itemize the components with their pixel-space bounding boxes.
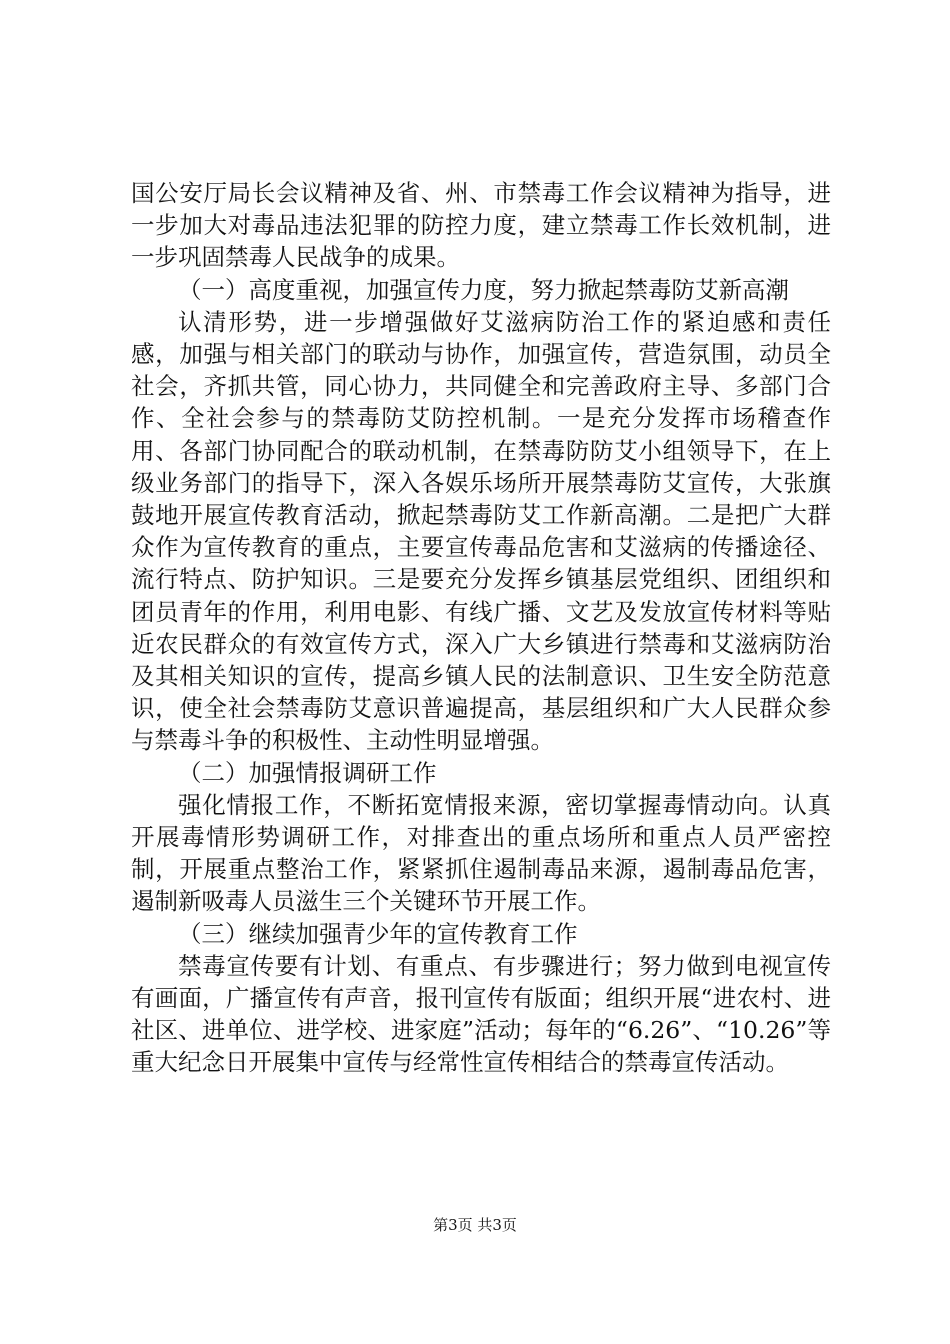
paragraph-continuation: 国公安厅局长会议精神及省、州、市禁毒工作会议精神为指导，进一步加大对毒品违法犯罪的防控力度，建立禁毒工作长效机制，进一步巩固禁毒人民战争的成果。	[131, 179, 831, 272]
document-body	[131, 177, 831, 1079]
paragraph-section-1: 认清形势，进一步增强做好艾滋病防治工作的紧迫感和责任感，加强与相关部门的联动与协作，加强宣传，营造氛围，动员全社会，齐抓共管，同心协力，共同健全和完善政府主导、多部门合作、全社会参与的禁毒防艾防控机制。一是充分发挥市场稽查作用、各部门协同配合的联动机制，在禁毒防防艾小组领导下，在上级业务部门的指导下，深入各娱乐场所开展禁毒防艾宣传，大张旗鼓地开展宣传教育活动，掀起禁毒防艾工作新高潮。二是把广大群众作为宣传教育的重点，主要宣传毒品危害和艾滋病的传播途径、流行特点、防护知识。三是要充分发挥乡镇基层党组织、团组织和团员青年的作用，利用电影、有线广播、文艺及发放宣传材料等贴近农民群众的有效宣传方式，深入广大乡镇进行禁毒和艾滋病防治及其相关知识的宣传，提高乡镇人民的法制意识、卫生安全防范意识，使全社会禁毒防艾意识普遍提高，基层组织和广大人民群众参与禁毒斗争的积极性、主动性明显增强。	[131, 307, 831, 755]
paragraph-section-3: 禁毒宣传要有计划、有重点、有步骤进行；努力做到电视宣传有画面，广播宣传有声音，报刊宣传有版面；组织开展“进农村、进社区、进单位、进学校、进家庭”活动；每年的“6.26”、“10.26”等重大纪念日开展集中宣传与经常性宣传相结合的禁毒宣传活动。	[131, 951, 831, 1077]
paragraph-section-2: 强化情报工作，不断拓宽情报来源，密切掌握毒情动向。认真开展毒情形势调研工作，对排查出的重点场所和重点人员严密控制，开展重点整治工作，紧紧抓住遏制毒品来源，遏制毒品危害，遏制新吸毒人员滋生三个关键环节开展工作。	[131, 790, 831, 916]
section-heading-3: （三）继续加强青少年的宣传教育工作	[178, 919, 578, 948]
section-heading-1: （一）高度重视，加强宣传力度，努力掀起禁毒防艾新高潮	[178, 275, 789, 304]
page-footer: 第3页 共3页	[433, 1216, 517, 1234]
section-heading-2: （二）加强情报调研工作	[178, 758, 437, 787]
